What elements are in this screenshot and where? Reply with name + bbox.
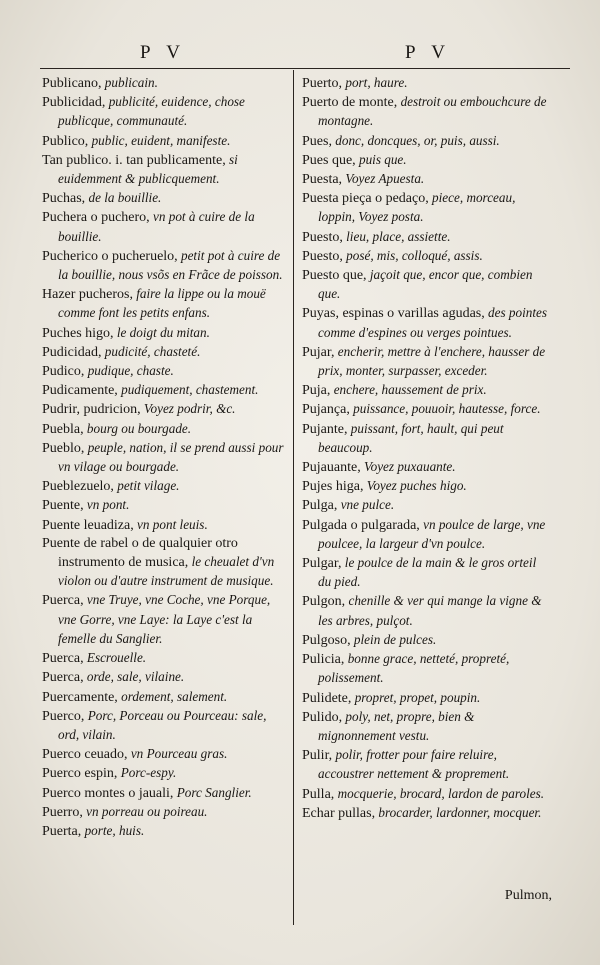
entry-headword: Pulidete, xyxy=(302,690,352,706)
entry-headword: Puerco, xyxy=(42,708,85,724)
entry-headword: Puente, xyxy=(42,498,84,514)
entry-translation: porte, huis. xyxy=(81,822,145,838)
entry-headword: Hazer pucheros, xyxy=(42,287,133,303)
dictionary-entry xyxy=(302,746,550,784)
dictionary-entry xyxy=(42,189,290,208)
entry-translation: petit vilage. xyxy=(113,478,180,494)
entry-headword: Puercamente, xyxy=(42,689,118,705)
dictionary-entry xyxy=(302,228,550,247)
entry-headword: Echar pullas, xyxy=(302,805,376,821)
entry-headword: Pucherico o pucheruelo, xyxy=(42,248,178,264)
dictionary-entry xyxy=(302,516,550,554)
dictionary-entry xyxy=(42,247,290,285)
entry-headword: Puebla, xyxy=(42,421,84,437)
entry-headword: Pujar, xyxy=(302,344,335,360)
entry-translation: vne pulce. xyxy=(337,497,395,513)
entry-headword: Puerto de monte, xyxy=(302,95,398,111)
entry-headword: Pudicamente, xyxy=(42,383,118,399)
entry-headword: Puesta pieça o pedaço, xyxy=(302,191,429,207)
dictionary-entry xyxy=(302,689,550,708)
dictionary-entry xyxy=(302,151,550,170)
dictionary-entry xyxy=(42,93,290,131)
dictionary-entry xyxy=(42,668,290,687)
entry-headword: Pulgar, xyxy=(302,556,342,572)
dictionary-entry xyxy=(42,822,290,841)
dictionary-entry xyxy=(302,496,550,515)
dictionary-entry xyxy=(42,420,290,439)
entry-headword: Publico, xyxy=(42,133,89,149)
entry-translation: port, haure. xyxy=(342,75,408,90)
entry-headword: Pulgon, xyxy=(302,594,346,610)
entry-headword: Publicano, xyxy=(42,76,102,91)
entry-translation: destroit ou embouchcure de montagne. xyxy=(318,94,547,129)
entry-translation: si euidemment & publicquement. xyxy=(58,151,238,187)
entry-headword: Puchera o puchero, xyxy=(42,210,150,226)
entry-translation: vn pont leuis. xyxy=(133,516,208,532)
entry-translation: peuple, nation, il se prend aussi pour vn vilage ou bourgade. xyxy=(58,439,284,475)
entry-translation: puis que. xyxy=(355,151,407,167)
entry-headword: Puerca, xyxy=(42,593,84,609)
entry-translation: petit pot à cuire de la bouillie, nous vsõs en Frãce de poisson. xyxy=(58,247,283,283)
dictionary-entry xyxy=(42,151,290,189)
dictionary-entry xyxy=(42,649,290,668)
dictionary-entry xyxy=(42,496,290,515)
dictionary-entry xyxy=(42,132,290,151)
entry-translation: vn porreau ou poireau. xyxy=(82,803,208,819)
entry-headword: Puerta, xyxy=(42,823,82,839)
entry-translation: orde, sale, vilaine. xyxy=(83,669,185,685)
dictionary-entry xyxy=(302,592,550,630)
entry-translation: posé, mis, colloqué, assis. xyxy=(342,247,483,263)
entry-headword: Pulicia, xyxy=(302,652,345,668)
dictionary-entry xyxy=(302,804,550,823)
entry-headword: Pueblezuelo, xyxy=(42,479,114,495)
entry-translation: bourg ou bourgade. xyxy=(83,420,192,436)
entry-headword: Puerco montes o jauali, xyxy=(42,785,174,801)
entry-translation: le cheualet d'vn violon ou d'autre instrument de musique. xyxy=(58,554,275,589)
dictionary-entry xyxy=(42,784,290,803)
entry-translation: propret, propet, poupin. xyxy=(351,689,481,705)
entry-headword: Pulgada o pulgarada, xyxy=(302,517,420,533)
entry-translation: Porc, Porceau ou Pourceau: sale, ord, vilain. xyxy=(58,707,267,742)
entry-translation: vn Pourceau gras. xyxy=(127,746,228,762)
header-rule xyxy=(40,68,570,69)
entry-translation: publicain. xyxy=(101,75,158,90)
entry-translation: le poulce de la main & le gros orteil du pied. xyxy=(318,555,537,590)
entry-translation: polir, frotter pour faire reluire, accoustrer nettement & proprement. xyxy=(318,747,510,782)
entry-headword: Pujauante, xyxy=(302,460,361,476)
entry-headword: Pulir, xyxy=(302,748,333,764)
entry-translation: poly, net, propre, bien & mignonnement vestu. xyxy=(318,708,475,743)
dictionary-entry xyxy=(302,785,550,804)
entry-translation: Voyez podrir, &c. xyxy=(140,401,236,417)
entry-translation: Voyez Apuesta. xyxy=(342,171,425,187)
entry-headword: Pudrir, pudricion, xyxy=(42,402,141,418)
dictionary-entry xyxy=(42,400,290,419)
entry-translation: Voyez puches higo. xyxy=(363,478,467,494)
entry-headword: Tan publico. i. tan publicamente, xyxy=(42,152,226,168)
entry-translation: public, euident, manifeste. xyxy=(88,132,231,148)
entry-headword: Publicidad, xyxy=(42,95,106,111)
dictionary-entry xyxy=(302,343,550,381)
entry-translation: des pointes comme d'espines ou verges pointues. xyxy=(318,305,548,340)
entry-translation: Voyez puxauante. xyxy=(360,459,456,475)
entry-headword: Pues que, xyxy=(302,152,356,168)
right-column xyxy=(302,74,550,823)
dictionary-entry xyxy=(42,688,290,707)
entry-translation: piece, morceau, loppin, Voyez posta. xyxy=(318,190,516,225)
entry-headword: Pues, xyxy=(302,133,332,149)
running-head-right: P V xyxy=(405,42,451,63)
entry-translation: pudiquement, chastement. xyxy=(117,382,259,398)
entry-translation: jaçoit que, encor que, combien que. xyxy=(318,267,533,302)
entry-translation: le doigt du mitan. xyxy=(113,324,210,340)
dictionary-entry xyxy=(302,132,550,151)
entry-headword: Puerca, xyxy=(42,670,84,686)
entry-translation: vne Truye, vne Coche, vne Porque, vne Gorre, vne Laye: la Laye c'est la femelle du Sanglier. xyxy=(58,592,271,646)
entry-headword: Puerco ceuado, xyxy=(42,747,128,763)
entry-headword: Pulido, xyxy=(302,709,343,725)
entry-headword: Puente de rabel o de qualquier otro instrumento de musica, xyxy=(42,535,238,571)
entry-translation: lieu, place, assiette. xyxy=(342,228,451,244)
dictionary-entry xyxy=(42,764,290,783)
entry-translation: de la bouillie. xyxy=(85,190,162,206)
dictionary-entry xyxy=(302,631,550,650)
dictionary-entry xyxy=(42,439,290,477)
entry-headword: Puente leuadiza, xyxy=(42,517,134,533)
entry-headword: Puches higo, xyxy=(42,325,114,341)
entry-headword: Pujança, xyxy=(302,402,350,418)
entry-translation: plein de pulces. xyxy=(350,631,437,647)
catchword: Pulmon, xyxy=(504,888,552,903)
dictionary-entry xyxy=(302,74,550,93)
entry-headword: Pujante, xyxy=(302,421,348,437)
dictionary-entry xyxy=(302,170,550,189)
dictionary-entry xyxy=(42,516,290,535)
entry-headword: Pueblo, xyxy=(42,440,85,456)
entry-translation: enchere, haussement de prix. xyxy=(330,382,487,398)
dictionary-entry xyxy=(302,458,550,477)
entry-headword: Puerco espin, xyxy=(42,766,118,782)
running-head-left: P V xyxy=(140,42,186,63)
dictionary-entry xyxy=(42,745,290,764)
dictionary-entry xyxy=(42,343,290,362)
entry-headword: Pudicidad, xyxy=(42,344,102,360)
dictionary-entry xyxy=(42,477,290,496)
dictionary-entry xyxy=(42,74,290,93)
entry-headword: Pudico, xyxy=(42,364,85,380)
dictionary-entry xyxy=(302,304,550,342)
dictionary-entry xyxy=(42,535,290,592)
dictionary-entry xyxy=(42,707,290,745)
dictionary-entry xyxy=(302,381,550,400)
dictionary-entry xyxy=(42,591,290,649)
entry-translation: publicité, euidence, chose publicque, communauté. xyxy=(58,94,245,129)
entry-headword: Puja, xyxy=(302,383,331,399)
entry-headword: Puerto, xyxy=(302,76,343,91)
entry-translation: pudique, chaste. xyxy=(84,363,174,379)
entry-headword: Puerca, xyxy=(42,651,84,667)
entry-translation: donc, doncques, or, puis, aussi. xyxy=(331,132,500,148)
dictionary-entry xyxy=(302,400,550,419)
entry-headword: Pujes higa, xyxy=(302,479,364,495)
entry-translation: puissant, fort, hault, qui peut beaucoup. xyxy=(318,420,504,455)
dictionary-entry xyxy=(42,362,290,381)
entry-headword: Puchas, xyxy=(42,191,86,207)
dictionary-entry xyxy=(302,650,550,688)
entry-headword: Puesto, xyxy=(302,248,343,264)
column-rule xyxy=(293,70,294,925)
dictionary-entry xyxy=(42,208,290,246)
dictionary-entry xyxy=(302,93,550,131)
entry-headword: Puesta, xyxy=(302,172,343,188)
entry-translation: vn poulce de large, vne poulcee, la largeur d'vn poulce. xyxy=(318,516,546,551)
entry-translation: vn pont. xyxy=(83,497,130,513)
entry-translation: puissance, pouuoir, hautesse, force. xyxy=(349,401,541,417)
entry-headword: Puerro, xyxy=(42,804,83,820)
entry-headword: Pulgoso, xyxy=(302,632,351,648)
entry-translation: mocquerie, brocard, lardon de paroles. xyxy=(334,785,545,801)
dictionary-entry xyxy=(42,285,290,323)
entry-translation: brocarder, lardonner, mocquer. xyxy=(375,804,542,820)
entry-translation: Porc-espy. xyxy=(117,765,177,781)
dictionary-entry xyxy=(302,266,550,304)
dictionary-entry xyxy=(302,420,550,458)
entry-headword: Pulga, xyxy=(302,498,338,514)
dictionary-entry xyxy=(42,324,290,343)
entry-translation: ordement, salement. xyxy=(117,688,228,704)
entry-headword: Pulla, xyxy=(302,786,335,802)
left-column xyxy=(42,74,290,841)
entry-translation: bonne grace, netteté, propreté, polissement. xyxy=(318,651,510,686)
dictionary-entry xyxy=(42,381,290,400)
entry-translation: chenille & ver qui mange la vigne & les arbres, pulçot. xyxy=(318,593,542,628)
entry-translation: vn pot à cuire de la bouillie. xyxy=(58,209,255,244)
entry-headword: Puesto, xyxy=(302,229,343,245)
entry-headword: Puyas, espinas o varillas agudas, xyxy=(302,306,485,322)
dictionary-entry xyxy=(302,554,550,592)
dictionary-entry xyxy=(302,708,550,746)
entry-translation: Escrouelle. xyxy=(83,650,147,666)
dictionary-entry xyxy=(42,803,290,822)
entry-translation: Porc Sanglier. xyxy=(173,784,252,800)
entry-translation: encherir, mettre à l'enchere, hausser de prix, monter, surpasser, exceder. xyxy=(318,343,546,379)
entry-headword: Puesto que, xyxy=(302,268,367,284)
dictionary-entry xyxy=(302,477,550,496)
dictionary-entry xyxy=(302,189,550,227)
dictionary-entry xyxy=(302,247,550,266)
entry-translation: pudicité, chasteté. xyxy=(101,343,201,359)
entry-translation: faire la lippe ou la mouë comme font les petits enfans. xyxy=(58,286,266,321)
